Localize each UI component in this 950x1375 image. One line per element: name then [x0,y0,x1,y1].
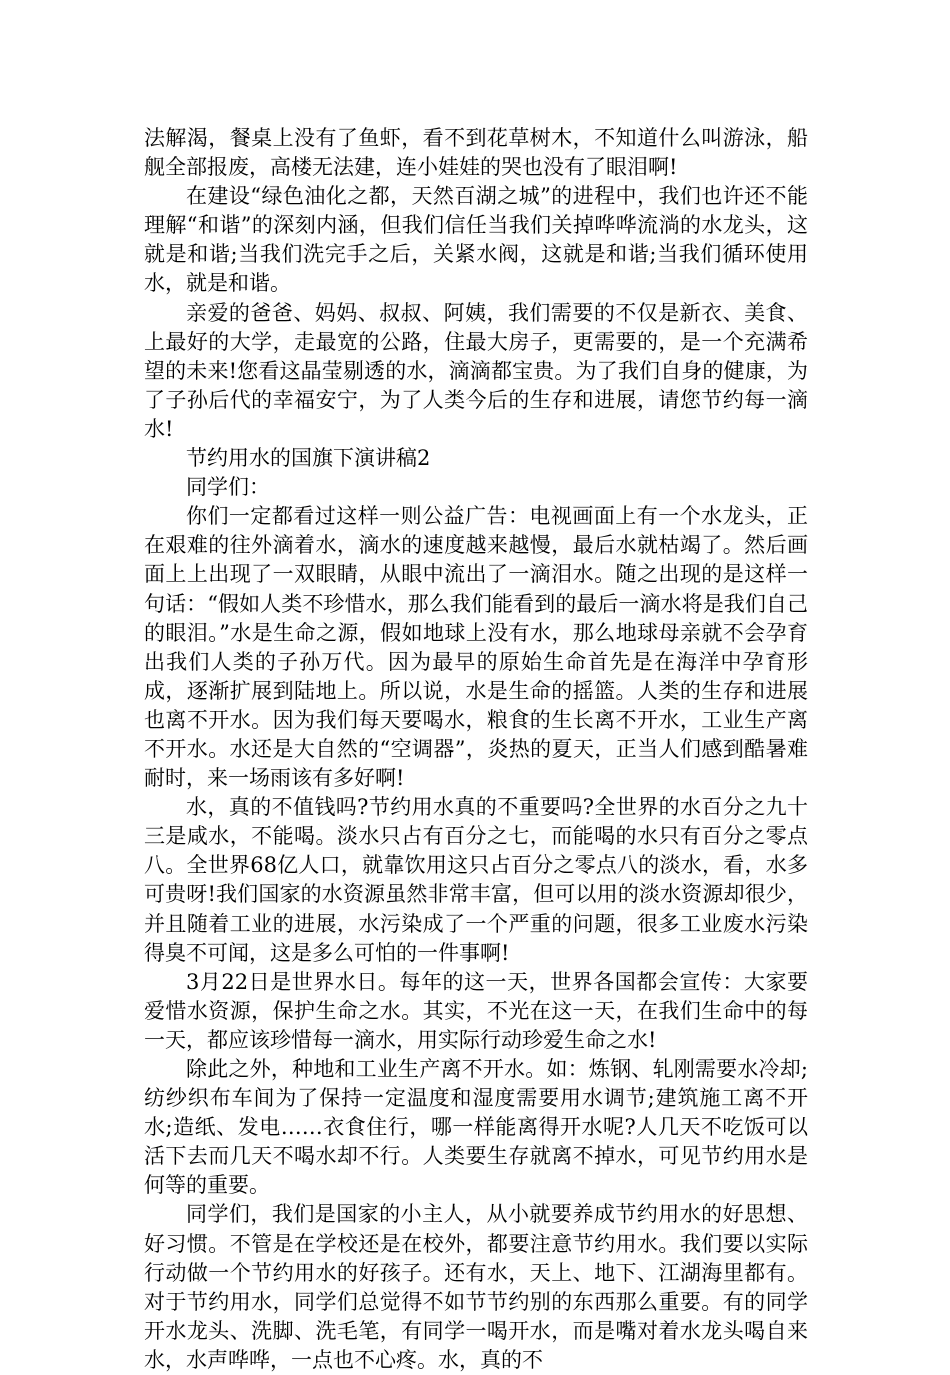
paragraph-students: 同学们，我们是国家的小主人，从小就要养成节约用水的好思想、好习惯。不管是在学校还是在校外，都要注意节约用水。我们要以实际行动做一个节约用水的好孩子。还有水，天上、地下、江湖海里都有。对于节约用水，同学们总觉得不如节节约别的东西那么重要。有的同学开水龙头、洗脚、洗毛笔，有同学一喝开水，而是嘴对着水龙头喝自来水，水声哗哗，一点也不心疼。水，真的不 [144,1202,808,1372]
document-page [144,124,808,1375]
paragraph-continuation: 法解渴，餐桌上没有了鱼虾，看不到花草树木，不知道什么叫游泳，船舰全部报废，高楼无法建，连小娃娃的哭也没有了眼泪啊! [144,126,808,180]
paragraph-harmony: 在建设“绿色油化之都，天然百湖之城”的进程中，我们也许还不能理解“和谐”的深刻内涵，但我们信任当我们关掉哗哗流淌的水龙头，这就是和谐;当我们洗完手之后，关紧水阀，这就是和谐;当我们循环使用水，就是和谐。 [144,184,808,296]
paragraph-world-water-day: 3月22日是世界水日。每年的这一天，世界各国都会宣传：大家要爱惜水资源，保护生命之水。其实，不光在这一天，在我们生命中的每一天，都应该珍惜每一滴水，用实际行动珍爱生命之水! [144,969,808,1052]
paragraph-appeal-to-parents: 亲爱的爸爸、妈妈、叔叔、阿姨，我们需要的不仅是新衣、美食、上最好的大学，走最宽的公路，住最大房子，更需要的，是一个充满希望的未来!您看这晶莹剔透的水，滴滴都宝贵。为了我们自身的健康，为了子孙后代的幸福安宁，为了人类今后的生存和进展，请您节约每一滴水! [144,300,808,441]
paragraph-public-ad: 你们一定都看过这样一则公益广告：电视画面上有一个水龙头，正在艰难的往外滴着水，滴水的速度越来越慢，最后水就枯竭了。然后画面上上出现了一双眼睛，从眼中流出了一滴泪水。随之出现的是这样一句话：“假如人类不珍惜水，那么我们能看到的最后一滴水将是我们自己的眼泪。”水是生命之源，假如地球上没有水，那么地球母亲就不会孕育出我们人类的子孙万代。因为最早的原始生命首先是在海洋中孕育形成，逐渐扩展到陆地上。所以说，水是生命的摇篮。人类的生存和进展也离不开水。因为我们每天要喝水，粮食的生长离不开水，工业生产离不开水。水还是大自然的“空调器”，炎热的夏天，正当人们感到酷暑难耐时，来一场雨该有多好啊! [144,504,808,791]
section-heading: 节约用水的国旗下演讲稿2 [186,446,431,471]
paragraph-water-value: 水，真的不值钱吗?节约用水真的不重要吗?全世界的水百分之九十三是咸水，不能喝。淡水只占有百分之七，而能喝的水只有百分之零点八。全世界68亿人口，就靠饮用这只占百分之零点八的淡水，看，水多可贵呀!我们国家的水资源虽然非常丰富，但可以用的淡水资源却很少，并且随着工业的进展，水污染成了一个严重的问题，很多工业废水污染得臭不可闻，这是多么可怕的一件事啊! [144,795,808,965]
salutation: 同学们： [186,475,270,500]
paragraph-industry-use: 除此之外，种地和工业生产离不开水。如：炼钢、轧刚需要水冷却;纺纱织布车间为了保持一定温度和湿度需要用水调节;建筑施工离不开水;造纸、发电……衣食住行，哪一样能离得开水呢?人几天不吃饭可以活下去而几天不喝水却不行。人类要生存就离不掉水，可见节约用水是何等的重要。 [144,1057,808,1198]
